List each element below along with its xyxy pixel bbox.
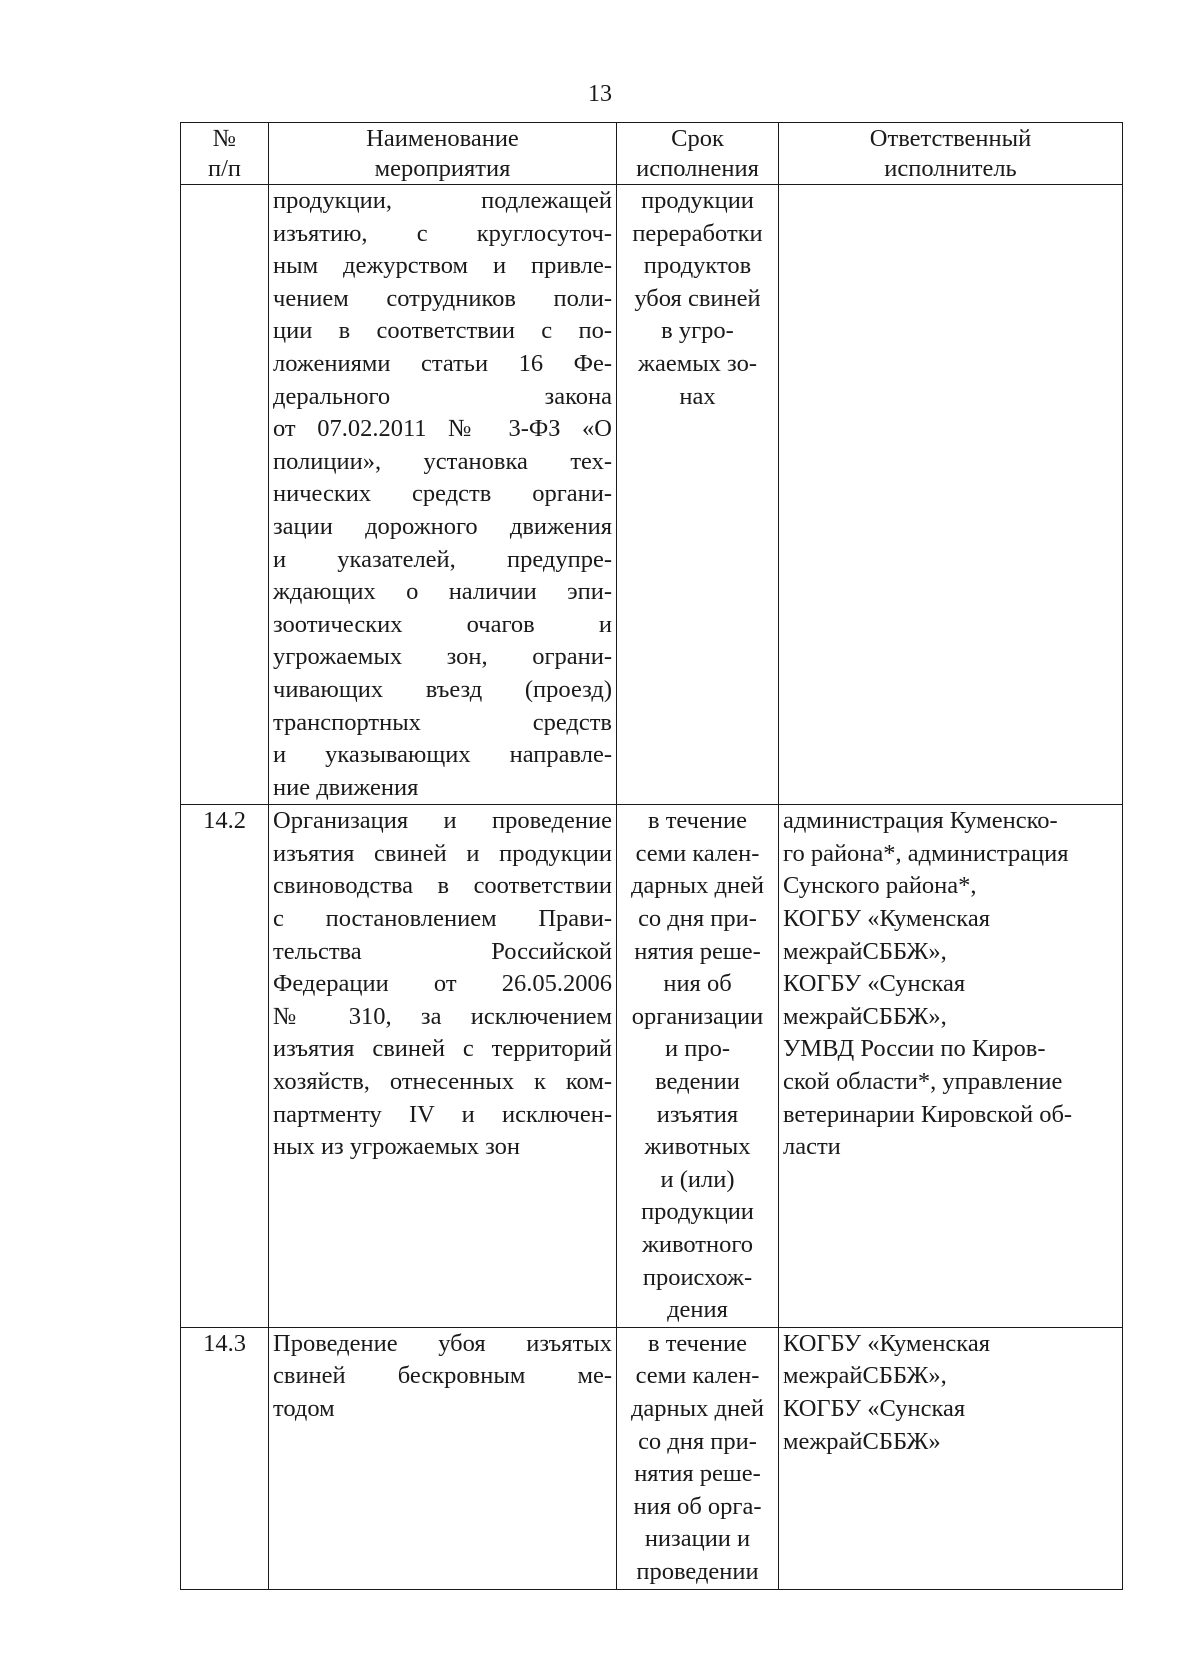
table-row: [181, 185, 1123, 805]
cell-line: Организация и проведение: [273, 807, 612, 835]
cell-line: нических средств органи-: [273, 480, 612, 508]
cell-line: ным дежурством и привле-: [273, 252, 612, 280]
cell-line: происхож-: [642, 1263, 753, 1291]
cell-resp: [779, 805, 1123, 1328]
cell-line: транспортных средств: [273, 708, 612, 736]
cell-line: ние движения: [273, 773, 419, 801]
cell-line: переработки: [632, 219, 763, 247]
cell-line: межрайСББЖ»: [783, 1427, 941, 1455]
cell-line: ных из угрожаемых зон: [273, 1133, 520, 1161]
cell-line: изъятия свиней и продукции: [273, 839, 612, 867]
header-resp-line-2: исполнитель: [884, 155, 1017, 182]
cell-line: Проведение убоя изъятых: [273, 1329, 612, 1357]
header-resp-line-1: Ответственный: [869, 125, 1032, 152]
header-term-line-2: исполнения: [636, 155, 759, 182]
cell-line: ласти: [783, 1133, 841, 1161]
cell-line: межрайСББЖ»,: [783, 1362, 947, 1390]
table-header: [181, 123, 1123, 185]
cell-line: с постановлением Прави-: [273, 905, 612, 933]
header-term-line-1: Срок: [671, 125, 724, 152]
cell-resp: [779, 185, 1123, 805]
cell-line: со дня при-: [638, 905, 757, 933]
cell-line: ведении: [655, 1068, 740, 1096]
cell-line: межрайСББЖ»,: [783, 937, 947, 965]
header-num: [181, 123, 269, 185]
cell-line: ждающих о наличии эпи-: [273, 578, 612, 606]
cell-line: в угро-: [661, 317, 734, 345]
cell-line: продукции, подлежащей: [273, 187, 612, 214]
cell-line: изъятия: [656, 1100, 739, 1128]
cell-line: продукции: [641, 1198, 754, 1226]
cell-line: свиноводства в соответствии: [273, 872, 612, 900]
cell-resp: [779, 1327, 1123, 1589]
cell-line: ской области*, управление: [783, 1068, 1063, 1096]
cell-line: ции в соответствии с по-: [273, 317, 612, 345]
cell-line: администрация Куменско-: [783, 807, 1058, 835]
cell-line: зации дорожного движения: [273, 512, 612, 540]
cell-name: [269, 805, 617, 1328]
page-number: 13: [588, 81, 612, 107]
cell-name: [269, 1327, 617, 1589]
cell-line: ложениями статьи 16 Фе-: [273, 349, 612, 377]
cell-line: го района*, администрация: [783, 839, 1069, 867]
measures-table: [180, 122, 1123, 1590]
cell-line: и (или): [660, 1165, 735, 1193]
cell-line: продуктов: [643, 252, 752, 280]
cell-num: [181, 185, 269, 805]
cell-line: ния об орга-: [633, 1492, 762, 1520]
cell-line: Сунского района*,: [783, 872, 977, 900]
cell-line: в течение: [648, 1329, 747, 1357]
cell-line: дерального закона: [273, 382, 612, 410]
cell-line: семи кален-: [635, 1362, 760, 1390]
cell-line: проведении: [636, 1557, 759, 1585]
cell-line: зоотических очагов и: [273, 610, 612, 638]
cell-line: ветеринарии Кировской об-: [783, 1100, 1073, 1128]
cell-line: тельства Российской: [273, 937, 612, 965]
cell-term: [617, 1327, 779, 1589]
cell-line: и указателей, предупре-: [273, 545, 612, 573]
header-name: [269, 123, 617, 185]
cell-name: [269, 185, 617, 805]
table-row: [181, 805, 1123, 1328]
cell-line: нах: [679, 382, 716, 410]
header-num-line-1: №: [212, 125, 237, 152]
table-row: [181, 1327, 1123, 1589]
cell-line: нятия реше-: [634, 937, 761, 965]
cell-term: [617, 805, 779, 1328]
cell-line: изъятия свиней с территорий: [273, 1035, 612, 1063]
cell-line: № 310, за исключением: [273, 1002, 612, 1030]
cell-line: чивающих въезд (проезд): [273, 675, 612, 703]
header-num-line-2: п/п: [207, 155, 242, 182]
cell-line: дарных дней: [630, 872, 765, 900]
cell-line: в течение: [648, 807, 747, 835]
cell-line: КОГБУ «Сунская: [783, 1394, 966, 1422]
cell-line: низации и: [644, 1525, 751, 1553]
cell-line: КОГБУ «Куменская: [783, 905, 990, 933]
cell-line: угрожаемых зон, ограни-: [273, 643, 612, 671]
cell-term: [617, 185, 779, 805]
cell-line: жаемых зо-: [638, 349, 757, 377]
cell-line: чением сотрудников поли-: [273, 284, 612, 312]
cell-line: продукции: [641, 187, 754, 214]
cell-line: КОГБУ «Сунская: [783, 970, 966, 998]
cell-line: и указывающих направле-: [273, 741, 612, 769]
cell-line: изъятию, с круглосуточ-: [273, 219, 612, 247]
cell-line: дарных дней: [630, 1394, 765, 1422]
cell-line: семи кален-: [635, 839, 760, 867]
cell-line: от 07.02.2011 № 3-ФЗ «О: [273, 415, 612, 443]
cell-line: нятия реше-: [634, 1460, 761, 1488]
cell-line: межрайСББЖ»,: [783, 1002, 947, 1030]
cell-line: со дня при-: [638, 1427, 757, 1455]
cell-line: организации: [631, 1002, 764, 1030]
cell-line: КОГБУ «Куменская: [783, 1329, 990, 1357]
cell-line: и про-: [664, 1035, 730, 1063]
cell-line: дения: [667, 1296, 728, 1324]
cell-line: тодом: [273, 1394, 335, 1422]
cell-num: 14.2: [181, 805, 269, 1328]
cell-line: УМВД России по Киров-: [783, 1035, 1046, 1063]
cell-line: хозяйств, отнесенных к ком-: [273, 1068, 612, 1096]
cell-line: свиней бескровным ме-: [273, 1362, 612, 1390]
cell-line: ния об: [663, 970, 732, 998]
cell-line: полиции», установка тех-: [273, 447, 612, 475]
header-term: [617, 123, 779, 185]
header-resp: [779, 123, 1123, 185]
cell-line: убоя свиней: [634, 284, 761, 312]
cell-line: животных: [644, 1133, 751, 1161]
cell-line: Федерации от 26.05.2006: [273, 970, 612, 998]
header-name-line-2: мероприятия: [374, 155, 511, 182]
header-name-line-1: Наименование: [366, 125, 519, 152]
cell-line: партменту IV и исключен-: [273, 1100, 612, 1128]
cell-num: 14.3: [181, 1327, 269, 1589]
cell-line: животного: [641, 1231, 754, 1258]
